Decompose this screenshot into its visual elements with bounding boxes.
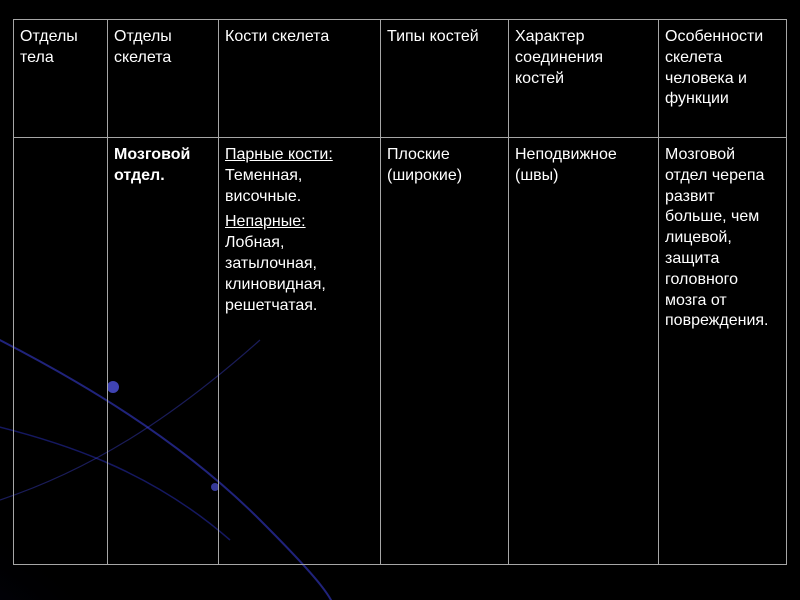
cell-bone-types: Плоские (широкие): [381, 138, 509, 565]
header-row: [14, 20, 787, 138]
cell-joint-type: Неподвижное (швы): [509, 138, 659, 565]
table-row: [14, 138, 787, 565]
paired-bones-list: Теменная, височные.: [225, 166, 303, 205]
header-features: Особенности скелета человека и функции: [659, 20, 787, 138]
header-skeleton-bones: Кости скелета: [219, 20, 381, 138]
header-skeleton-sections: Отделы скелета: [108, 20, 219, 138]
header-bone-types: Типы костей: [381, 20, 509, 138]
unpaired-bones-heading: Непарные:: [225, 213, 306, 231]
unpaired-bones-list: Лобная, затылочная, клиновидная, решетчатая.: [225, 234, 326, 314]
cell-features: Мозговой отдел черепа развит больше, чем лицевой, защита головного мозга от повреждения.: [659, 138, 787, 565]
header-body-sections: Отделы тела: [14, 20, 108, 138]
cell-body-section: [14, 138, 108, 565]
cell-skeleton-section: Мозговой отдел.: [108, 138, 219, 565]
skeleton-table: [13, 19, 787, 565]
paired-bones-heading: Парные кости:: [225, 146, 333, 163]
header-joint-type: Характер соединения костей: [509, 20, 659, 138]
cell-bones: [219, 138, 381, 565]
